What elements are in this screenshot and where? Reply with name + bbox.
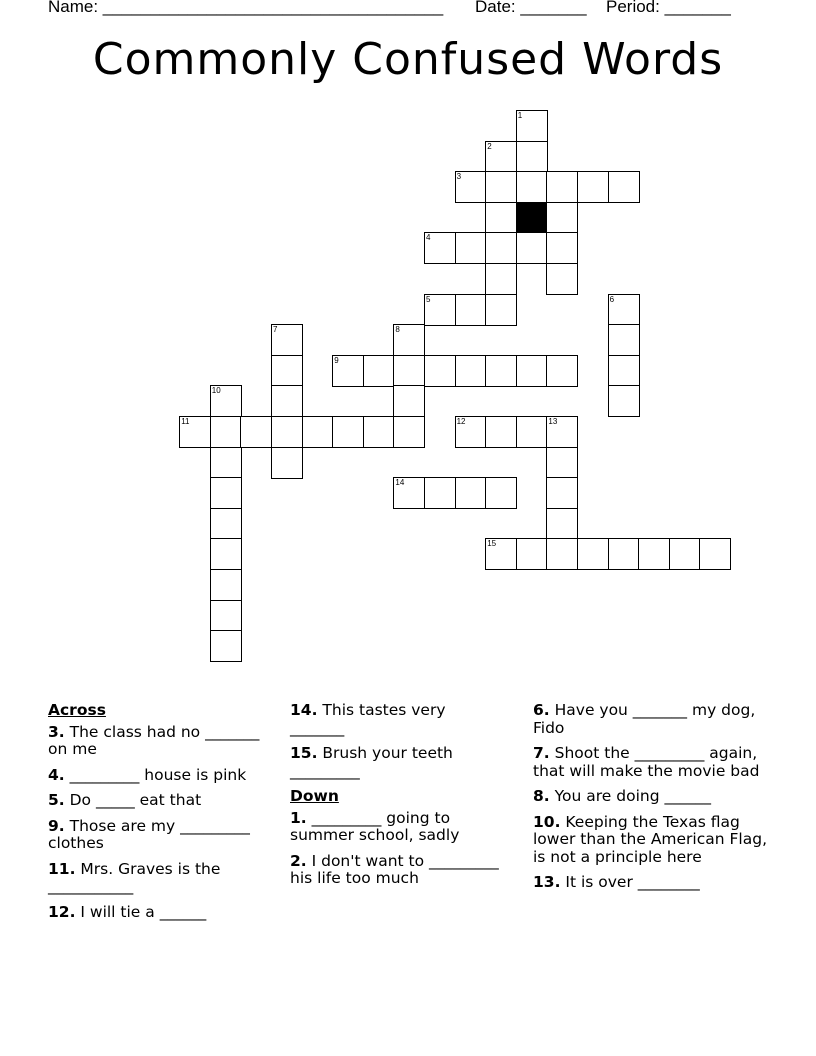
crossword-cell[interactable] — [608, 538, 640, 570]
crossword-cell[interactable] — [638, 538, 670, 570]
clue-number: 10 — [211, 386, 221, 396]
crossword-cell[interactable] — [271, 385, 303, 417]
crossword-cell[interactable] — [210, 477, 242, 509]
crossword-cell[interactable] — [302, 416, 334, 448]
crossword-cell[interactable] — [210, 416, 242, 448]
clue-number: 1 — [517, 111, 523, 120]
crossword-cell[interactable] — [271, 324, 303, 356]
crossword-cell[interactable] — [210, 569, 242, 601]
clue-number: 14 — [395, 478, 405, 488]
clue-down-8: 8. You are doing ______ — [533, 787, 711, 805]
clue-number: 9 — [334, 355, 339, 365]
crossword-cell[interactable] — [546, 171, 578, 203]
crossword-cell[interactable] — [546, 263, 578, 295]
crossword-cell[interactable] — [577, 538, 609, 570]
crossword-cell[interactable] — [271, 447, 303, 479]
crossword-cell[interactable] — [210, 447, 242, 479]
clue-down-7: 7. Shoot the _________ again, that will make the movie bad — [533, 744, 760, 780]
date-field-label[interactable]: Date: _______ — [475, 0, 587, 16]
crossword-cell[interactable] — [210, 508, 242, 540]
crossword-cell[interactable] — [485, 202, 517, 234]
crossword-cell[interactable] — [485, 416, 517, 448]
clue-down-13: 13. It is over ________ — [533, 873, 700, 891]
clue-across-4: 4. _________ house is pink — [48, 765, 247, 784]
crossword-cell[interactable] — [485, 171, 517, 203]
crossword-cell[interactable] — [455, 232, 487, 264]
crossword-cell[interactable] — [485, 232, 517, 264]
crossword-cell[interactable] — [455, 477, 487, 509]
crossword-cell[interactable] — [455, 294, 487, 326]
clue-down-2: 2. I don't want to _________ his life too much — [290, 851, 499, 887]
clue-across-3: 3. The class had no _______ on me — [48, 722, 260, 758]
crossword-cell[interactable] — [608, 385, 640, 417]
crossword-cell[interactable] — [546, 477, 578, 509]
crossword-cell[interactable] — [210, 385, 242, 417]
clues-column-1 — [48, 702, 283, 929]
crossword-cell[interactable] — [424, 232, 456, 264]
clue-number: 11 — [181, 417, 190, 426]
crossword-cell[interactable] — [210, 600, 242, 632]
crossword-cell[interactable] — [485, 477, 517, 509]
crossword-cell[interactable] — [577, 171, 609, 203]
crossword-cell[interactable] — [485, 141, 517, 173]
clue-down-6: 6. Have you _______ my dog, Fido — [533, 701, 756, 737]
clue-across-12: 12. I will tie a ______ — [48, 902, 207, 921]
crossword-cell[interactable] — [546, 416, 578, 448]
clue-across-11: 11. Mrs. Graves is the ___________ — [48, 859, 221, 895]
clues-column-2 — [290, 702, 500, 896]
crossword-cell[interactable] — [516, 110, 548, 142]
clue-number: 4 — [426, 233, 431, 243]
clues-column-3 — [533, 702, 768, 900]
crossword-cell[interactable] — [424, 355, 456, 387]
clue-number: 2 — [487, 141, 492, 151]
clue-number: 3 — [456, 172, 462, 182]
clue-across-9: 9. Those are my _________ clothes — [48, 816, 250, 852]
crossword-cell[interactable] — [271, 355, 303, 387]
crossword-cell[interactable] — [240, 416, 272, 448]
page-title: Commonly Confused Words — [92, 34, 724, 85]
crossword-cell[interactable] — [393, 355, 425, 387]
crossword-cell[interactable] — [393, 385, 425, 417]
crossword-cell[interactable] — [363, 355, 395, 387]
crossword-cell[interactable] — [546, 232, 578, 264]
clue-across-5: 5. Do _____ eat that — [48, 791, 202, 809]
crossword-cell[interactable] — [455, 416, 487, 448]
blocked-cell — [516, 202, 548, 234]
crossword-cell[interactable] — [424, 477, 456, 509]
clue-number: 6 — [609, 294, 615, 304]
crossword-cell[interactable] — [332, 416, 364, 448]
crossword-cell[interactable] — [608, 324, 640, 356]
crossword-cell[interactable] — [608, 171, 640, 203]
crossword-cell[interactable] — [546, 538, 578, 570]
crossword-cell[interactable] — [210, 538, 242, 570]
crossword-cell[interactable] — [210, 630, 242, 662]
crossword-cell[interactable] — [699, 538, 731, 570]
across-heading: Across — [48, 701, 106, 719]
crossword-cell[interactable] — [516, 232, 548, 264]
clue-number: 8 — [395, 325, 400, 335]
crossword-cell[interactable] — [332, 355, 364, 387]
crossword-cell[interactable] — [424, 294, 456, 326]
clue-across-14: 14. This tastes very _______ — [290, 701, 446, 737]
crossword-cell[interactable] — [393, 477, 425, 509]
crossword-cell[interactable] — [516, 171, 548, 203]
crossword-cell[interactable] — [271, 416, 303, 448]
crossword-cell[interactable] — [546, 355, 578, 387]
crossword-cell[interactable] — [546, 447, 578, 479]
crossword-cell[interactable] — [516, 416, 548, 448]
crossword-cell[interactable] — [363, 416, 395, 448]
crossword-cell[interactable] — [546, 508, 578, 540]
crossword-cell[interactable] — [516, 141, 548, 173]
crossword-cell[interactable] — [393, 416, 425, 448]
crossword-cell[interactable] — [179, 416, 211, 448]
down-heading: Down — [290, 787, 339, 805]
crossword-cell[interactable] — [393, 324, 425, 356]
clue-down-10: 10. Keeping the Texas flag lower than the American Flag, is not a principle here — [533, 812, 767, 866]
clue-number: 13 — [548, 417, 558, 426]
clue-number: 15 — [487, 539, 497, 549]
clue-number: 5 — [426, 294, 431, 304]
crossword-cell[interactable] — [485, 294, 517, 326]
crossword-cell[interactable] — [485, 355, 517, 387]
crossword-cell[interactable] — [546, 202, 578, 234]
period-field-label[interactable]: Period: _______ — [606, 0, 731, 16]
clue-number: 7 — [273, 325, 278, 335]
crossword-cell[interactable] — [455, 355, 487, 387]
clue-number: 12 — [456, 417, 466, 426]
crossword-cell[interactable] — [516, 538, 548, 570]
crossword-cell[interactable] — [608, 355, 640, 387]
crossword-cell[interactable] — [455, 171, 487, 203]
clue-down-1: 1. _________ going to summer school, sadly — [290, 808, 460, 844]
crossword-cell[interactable] — [485, 263, 517, 295]
crossword-cell[interactable] — [669, 538, 701, 570]
name-field-label[interactable]: Name: ____________________________________ — [48, 0, 444, 16]
crossword-cell[interactable] — [516, 355, 548, 387]
crossword-cell[interactable] — [485, 538, 517, 570]
clue-across-15: 15. Brush your teeth _________ — [290, 744, 453, 780]
crossword-cell[interactable] — [608, 294, 640, 326]
